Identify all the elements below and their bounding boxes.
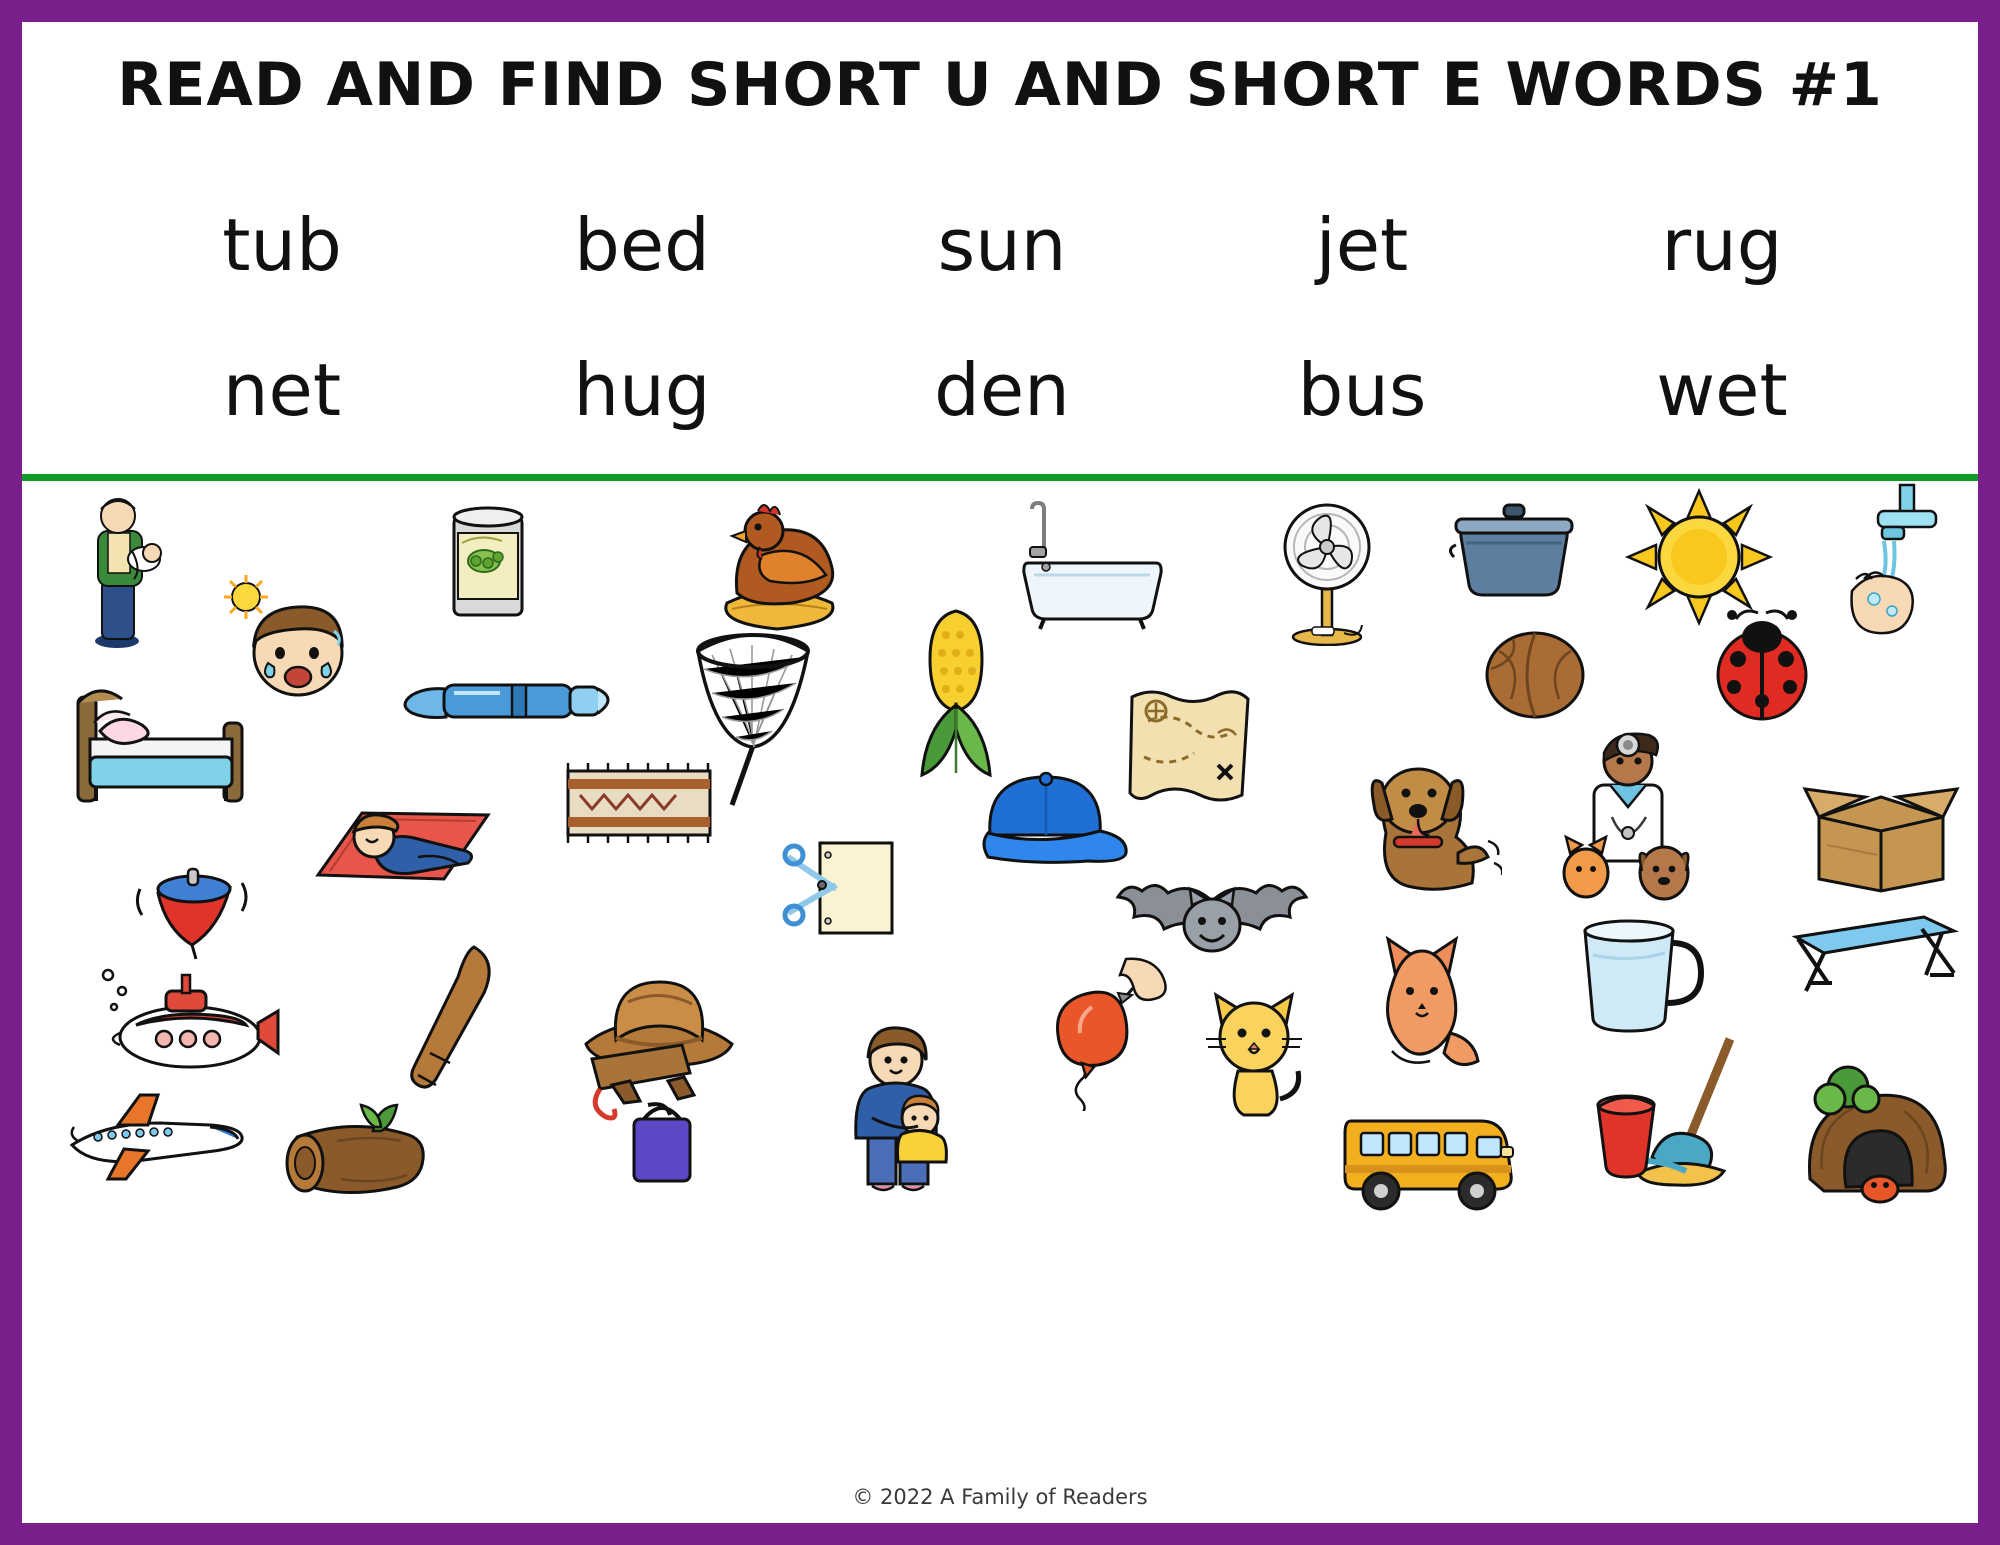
school-bus-icon	[1337, 1091, 1527, 1216]
word-rug: rug	[1661, 202, 1783, 287]
copyright-notice: © 2022 A Family of Readers	[852, 1485, 1148, 1509]
blue-pen-icon	[392, 659, 632, 749]
mug-icon	[1567, 909, 1712, 1039]
word-bank-row	[102, 172, 1902, 317]
treasure-map-icon	[1122, 681, 1257, 806]
scissors-cutting-paper-icon	[782, 833, 907, 953]
picture-field	[22, 481, 1978, 1523]
cot-icon	[1782, 899, 1967, 1004]
page-inner	[22, 22, 1978, 1523]
peg-with-bag-icon	[582, 1041, 732, 1201]
boy-resting-on-mat-icon	[312, 771, 492, 901]
hand-popping-balloon-icon	[1022, 951, 1182, 1111]
word-tub: tub	[222, 202, 342, 287]
fox-den-icon	[1792, 1061, 1957, 1211]
log-icon	[267, 1091, 442, 1206]
word-den: den	[934, 347, 1070, 432]
electric-fan-icon	[1272, 491, 1382, 646]
can-of-peas-icon	[432, 499, 547, 629]
nut-icon	[1477, 621, 1592, 726]
mop-and-bucket-icon	[1582, 1033, 1772, 1193]
word-sun: sun	[937, 202, 1067, 287]
baseball-bat-icon	[402, 941, 512, 1101]
bed-icon	[60, 663, 260, 823]
dog-icon	[1352, 741, 1502, 911]
cat-icon	[1192, 981, 1317, 1121]
wet-hand-faucet-icon	[1822, 475, 1962, 645]
word-net: net	[222, 347, 342, 432]
word-bank	[102, 172, 1902, 462]
blue-cap-icon	[962, 763, 1137, 878]
section-divider	[22, 474, 1978, 481]
word-bus: bus	[1297, 347, 1427, 432]
word-hug: hug	[573, 347, 711, 432]
bathtub-icon	[1012, 501, 1172, 631]
word-wet: wet	[1656, 347, 1788, 432]
mother-hugging-child-icon	[842, 1026, 972, 1196]
jet-plane-icon	[62, 1081, 257, 1186]
corn-cob-icon	[902, 601, 1012, 781]
cardboard-box-icon	[1797, 769, 1962, 894]
fox-icon	[1362, 929, 1487, 1074]
hen-on-nest-icon	[692, 483, 862, 643]
submarine-sub-icon	[92, 961, 282, 1081]
vet-with-pets-icon	[1552, 721, 1707, 906]
ladybug-icon	[1702, 601, 1822, 731]
page-title: READ AND FIND SHORT U AND SHORT E WORDS #1	[117, 50, 1883, 120]
word-jet: jet	[1315, 202, 1409, 287]
word-bed: bed	[574, 202, 710, 287]
word-bank-row	[102, 317, 1902, 462]
header-section	[22, 22, 1978, 477]
spinning-top-icon	[132, 853, 252, 963]
man-holding-baby-icon	[72, 491, 182, 651]
cooking-pot-icon	[1442, 495, 1587, 605]
rug-mat-icon	[552, 749, 727, 859]
